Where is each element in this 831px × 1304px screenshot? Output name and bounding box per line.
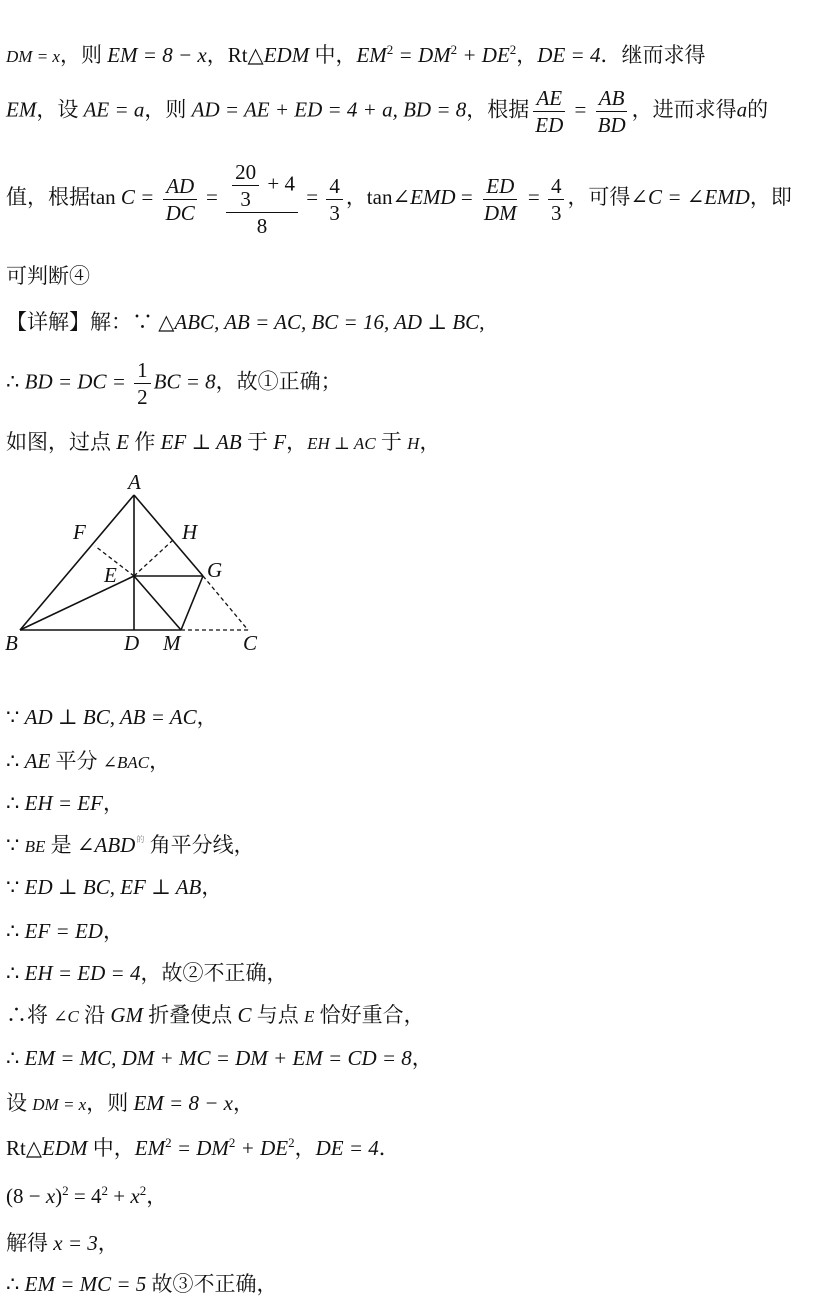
text-line-7: 如图，过点 E 作 EF ⊥ AB 于 F，EH ⊥ AC 于 H， [6, 430, 441, 454]
text-line-1: DM = x，则 EM = 8 − x，Rt△EDM 中，$EM^2 = DM^2 + DE^2$，DE = 4．继而求得 [6, 42, 706, 67]
text-line-11: ∵ BE 是 $\angle ABD^的$ 角平分线， [6, 833, 255, 857]
text-line-3: 值，根据tan C = $\frac{AD}{DC}$ = $\frac{20}{3}$ + 4 8 = $\frac{4}{3}$ ，tan∠EMD = $\frac{ED}{DM}$ = $\frac{4}{3}$ ，可得∠C = ∠EMD，即 [6, 160, 792, 239]
fraction-ab-bd: $\frac{AB}{BD}$ [597, 86, 626, 138]
fraction-ad-dc: $\frac{AD}{DC}$ [163, 174, 198, 225]
text-line-8: ∵ AD ⊥ BC, AB = AC， [6, 705, 218, 729]
text-line-16: ∴ EM = MC, DM + MC = DM + EM = CD = 8， [6, 1046, 433, 1070]
label-a: A [128, 470, 141, 494]
text-line-12: ∵ ED ⊥ BC, EF ⊥ AB， [6, 875, 223, 899]
text-line-4: 可判断④ [6, 264, 90, 288]
segment-be [20, 576, 134, 630]
fraction-4-3-b: $\frac{4}{3}$ [548, 174, 565, 225]
label-g: G [207, 558, 223, 582]
fraction-1-2: $\frac{1}{2}$ [134, 358, 151, 409]
label-m: M [163, 631, 181, 655]
segment-em [134, 576, 181, 630]
label-f: F [73, 520, 86, 544]
text-line-18: Rt△EDM 中，$EM^2 = DM^2 + DE^2$，DE = 4． [6, 1135, 400, 1160]
geometry-figure [0, 470, 280, 660]
fraction-4-3-a: $\frac{4}{3}$ [326, 174, 343, 225]
text-line-17: 设 DM = x，则 EM = 8 − x， [6, 1091, 254, 1115]
text-line-2: EM，设 AE = a，则 AD = AE + ED = 4 + a, BD = 8，根据 $\frac{AE}{ED}$ = $\frac{AB}{BD}$ ，进而求得a的 [6, 86, 769, 138]
text-line-15: ∴将 ∠C 沿 GM 折叠使点 C 与点 E 恰好重合， [6, 1003, 425, 1027]
label-d: D [124, 631, 140, 655]
text-line-9: ∴ AE 平分 ∠BAC， [6, 749, 171, 773]
text-line-6: ∴ BD = DC = $\frac{1}{2}$ BC = 8，故①正确； [6, 358, 342, 410]
text-line-13: ∴ EF = ED， [6, 919, 124, 943]
text-line-5: 【详解】解：∵ △ABC, AB = AC, BC = 16, AD ⊥ BC, [6, 310, 485, 334]
label-h: H [182, 520, 198, 544]
text-line-21: ∴ EM = MC = 5 故③不正确， [6, 1272, 278, 1296]
fraction-ae-ed: $\frac{AE}{ED}$ [535, 86, 564, 138]
text-line-14: ∴ EH = ED = 4，故②不正确， [6, 961, 288, 985]
fraction-complex: $\frac{20}{3}$ + 4 8 [226, 160, 298, 238]
label-e: E [104, 563, 117, 587]
label-b: B [5, 631, 18, 655]
segment-gm [181, 576, 203, 630]
text-line-10: ∴ EH = EF， [6, 791, 124, 815]
text-line-20: 解得 x = 3， [6, 1231, 119, 1255]
dashed-eh [134, 540, 173, 576]
fraction-ed-dm: $\frac{ED}{DM}$ [483, 173, 517, 225]
dashed-gc [203, 576, 248, 630]
label-c: C [243, 631, 258, 655]
text-line-19: $(8 - x)^2 = 4^2 + x^2$， [6, 1183, 168, 1208]
